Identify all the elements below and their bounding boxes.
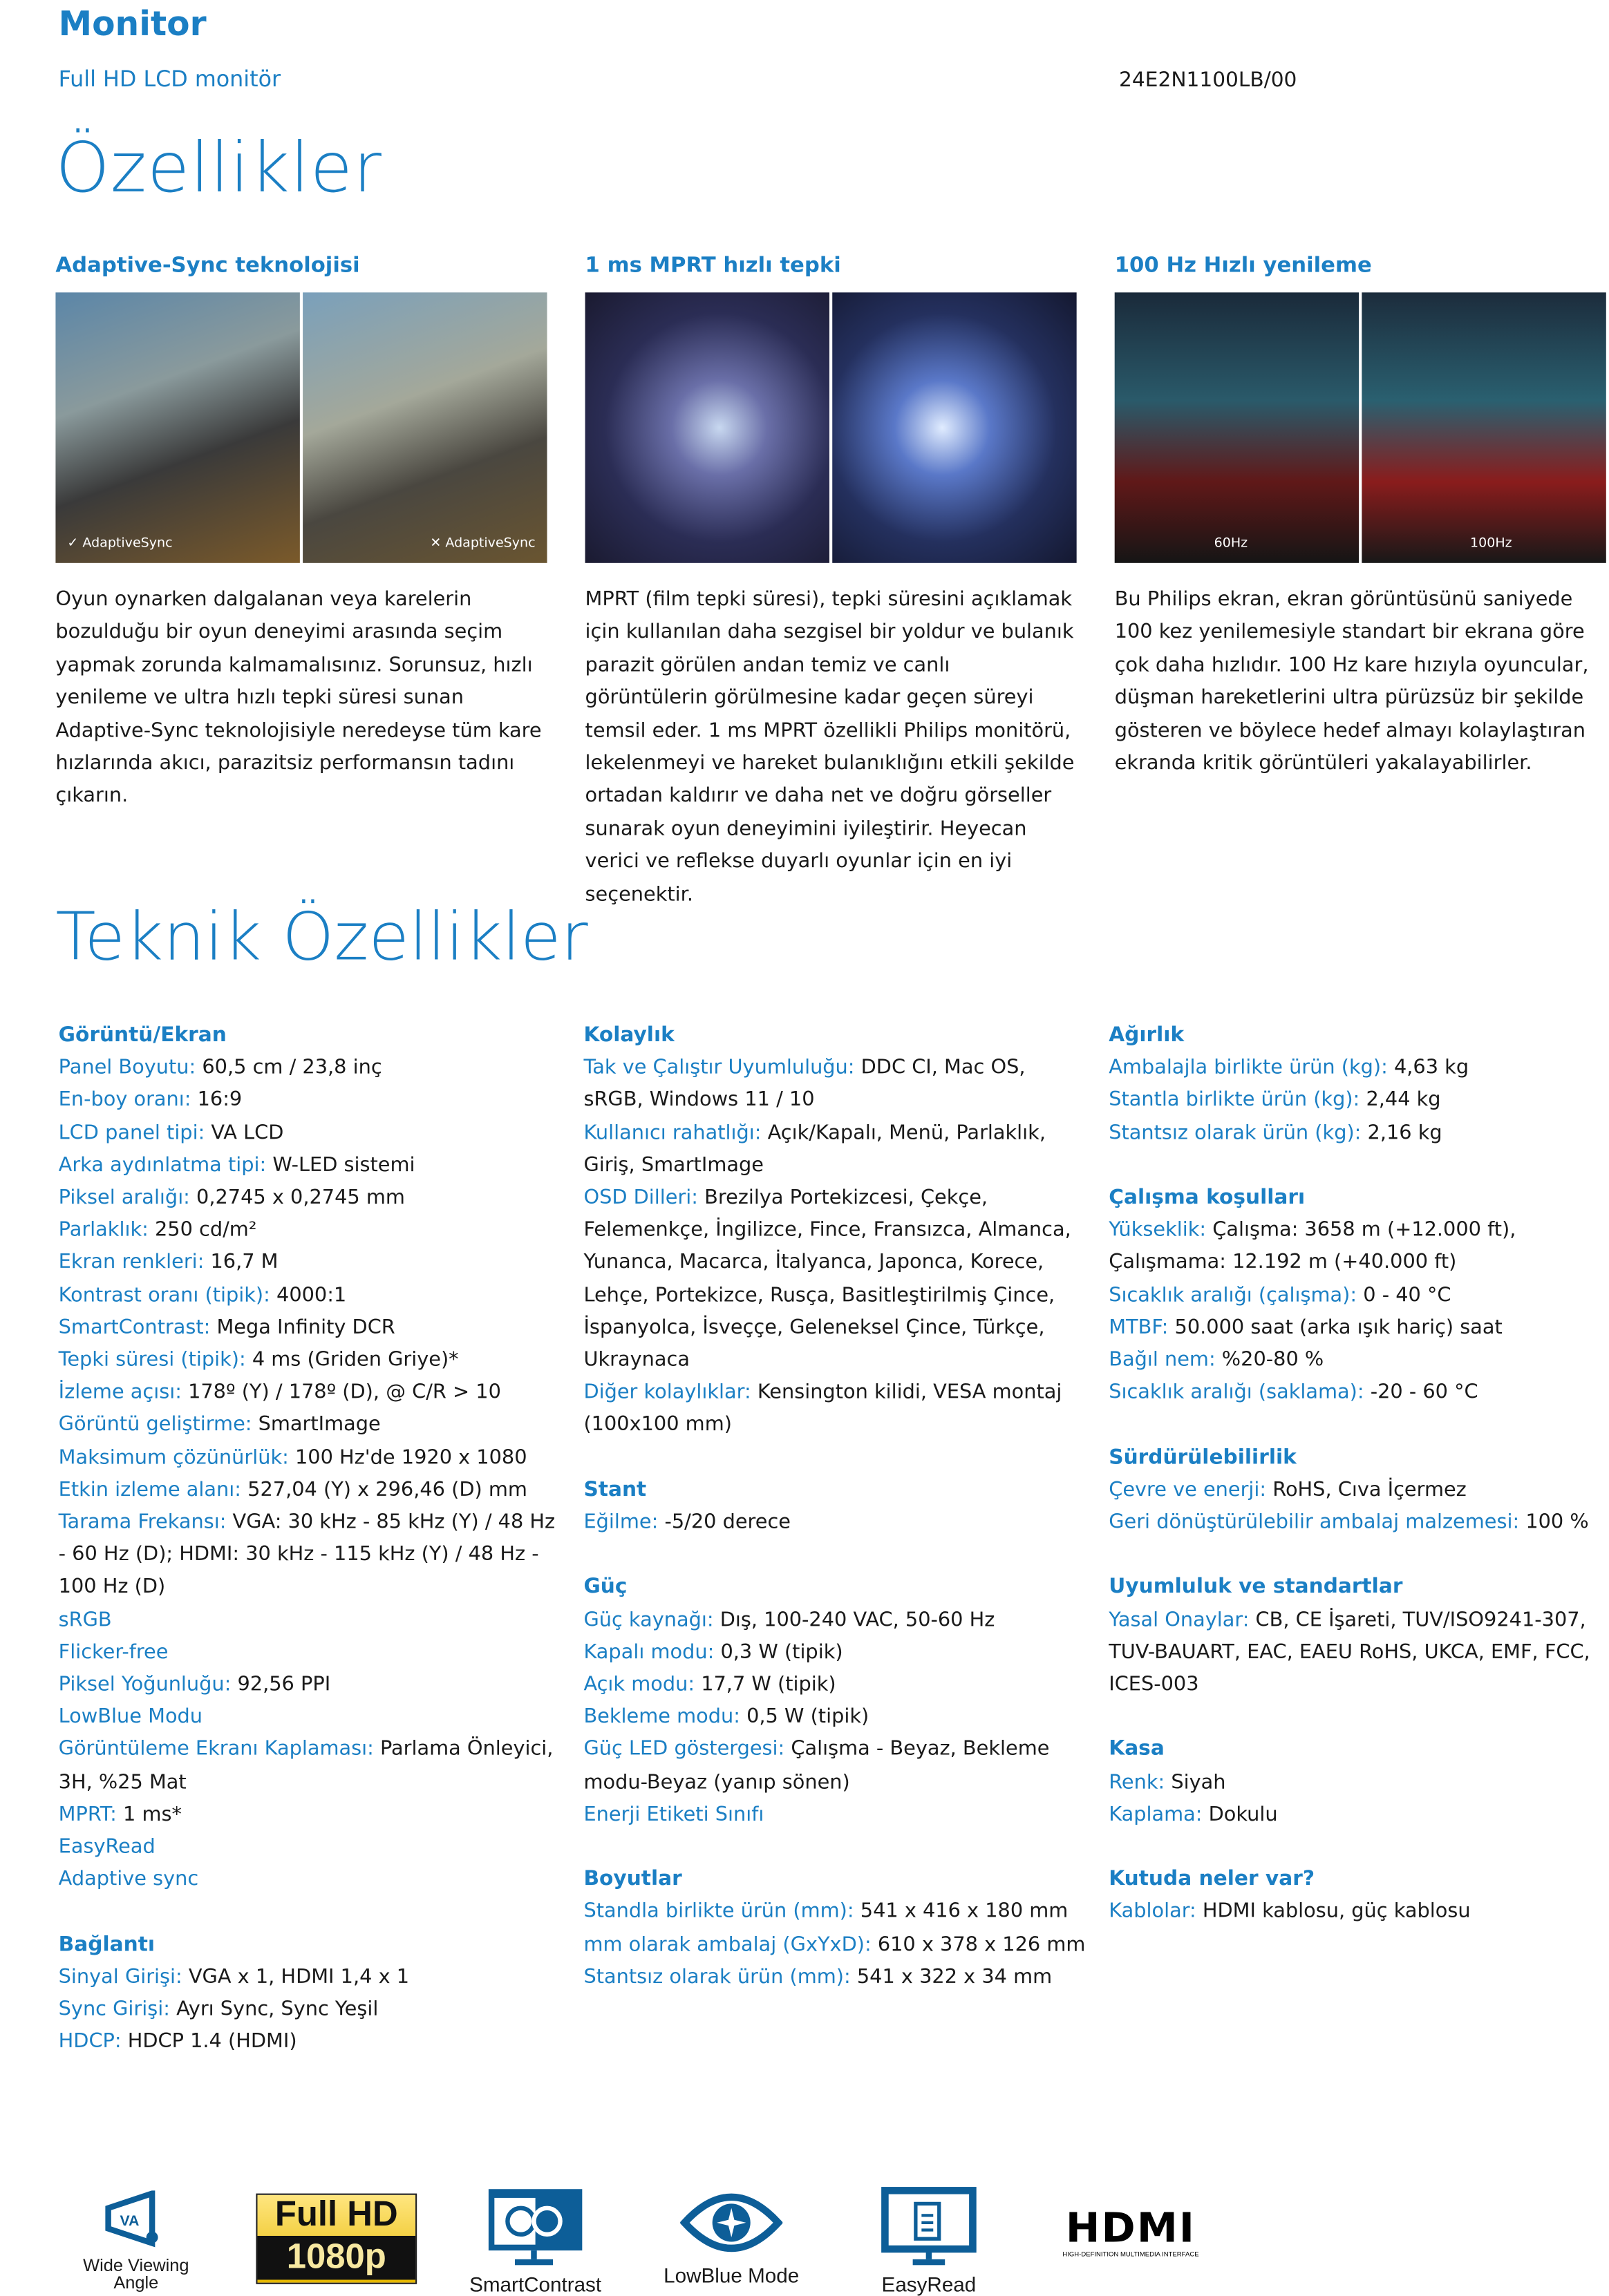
- spec-label: Görüntü geliştirme:: [58, 1413, 252, 1437]
- spec-item: [1109, 1344, 1606, 1376]
- product-subtitle: Full HD LCD monitör: [58, 66, 281, 93]
- feature-image: [55, 292, 547, 563]
- feature-heading: Adaptive-Sync teknolojisi: [55, 254, 360, 278]
- feature-adaptive-sync: [55, 254, 547, 813]
- spec-label: Yasal Onaylar:: [1109, 1608, 1250, 1632]
- spec-value: -5/20 derece: [658, 1510, 791, 1535]
- spec-label: Stantsız olarak ürün (mm):: [583, 1965, 851, 1989]
- feature-heading: 1 ms MPRT hızlı tepki: [585, 254, 841, 278]
- image-label: 60Hz: [1214, 536, 1248, 551]
- spec-value: 4000:1: [270, 1283, 347, 1307]
- spec-item: [583, 1506, 1088, 1539]
- badge-label: LowBlue Mode: [664, 2264, 800, 2288]
- spec-item: [1109, 1896, 1606, 1928]
- spec-label: Parlaklık:: [58, 1218, 149, 1242]
- spec-value: Dış, 100-240 VAC, 50-60 Hz: [713, 1608, 995, 1632]
- spec-section-heading: Güç: [583, 1575, 628, 1600]
- image-label: 100Hz: [1469, 536, 1512, 551]
- model-number: 24E2N1100LB/00: [1119, 68, 1297, 93]
- spec-label: Ambalajla birlikte ürün (kg):: [1109, 1056, 1388, 1080]
- badge-label: SmartContrast: [469, 2272, 602, 2296]
- spec-label: Açık modu:: [583, 1673, 695, 1697]
- spec-item: [1109, 1766, 1606, 1799]
- hdmi-logo: HDMI HIGH-DEFINITION MULTIMEDIA INTERFACE: [1062, 2203, 1199, 2258]
- spec-value: 50.000 saat (arka ışık hariç) saat: [1168, 1316, 1503, 1340]
- spec-label: Stantsız olarak ürün (kg):: [1109, 1121, 1362, 1145]
- spec-value: DDC CI, Mac OS, sRGB, Windows 11 / 10: [583, 1056, 1026, 1112]
- spec-label: Tarama Frekansı:: [58, 1510, 227, 1535]
- spec-label: EasyRead: [58, 1835, 156, 1859]
- spec-value: 1 ms*: [116, 1803, 182, 1827]
- spec-value: 178º (Y) / 178º (D), @ C/R > 10: [181, 1381, 501, 1405]
- smartcontrast-icon: [486, 2186, 585, 2268]
- spec-section-heading: Kasa: [1109, 1738, 1165, 1762]
- spec-label: Adaptive sync: [58, 1868, 199, 1892]
- easyread-icon: [881, 2186, 977, 2268]
- spec-value: 4,63 kg: [1387, 1056, 1469, 1080]
- spec-label: sRGB: [58, 1608, 112, 1632]
- spec-value: HDMI kablosu, güç kablosu: [1196, 1900, 1471, 1924]
- spec-label: Kontrast oranı (tipik):: [58, 1283, 270, 1307]
- specs-column: [1109, 1019, 1606, 1961]
- spec-label: Diğer kolaylıklar:: [583, 1381, 751, 1405]
- spec-section: [59, 1928, 563, 2058]
- feature-image: [585, 292, 1077, 563]
- spec-item: [1109, 1117, 1606, 1149]
- svg-text:VA: VA: [120, 2213, 140, 2230]
- badge-lowblue: [643, 2186, 819, 2287]
- spec-value: %20-80 %: [1215, 1348, 1324, 1372]
- spec-section-heading: Kolaylık: [583, 1023, 675, 1047]
- spec-label: Piksel aralığı:: [58, 1186, 190, 1210]
- spec-label: Renk:: [1109, 1770, 1165, 1794]
- spec-section-heading: Uyumluluk ve standartlar: [1109, 1575, 1403, 1600]
- spec-label: Kaplama:: [1109, 1803, 1203, 1826]
- spec-label: Tak ve Çalıştır Uyumluluğu:: [583, 1056, 855, 1080]
- spec-value: Açık/Kapalı, Menü, Parlaklık, Giriş, SmartImage: [583, 1121, 1046, 1177]
- spec-label: Görüntüleme Ekranı Kaplaması:: [58, 1738, 374, 1762]
- feature-100hz: [1115, 254, 1606, 780]
- spec-value: 250 cd/m²: [148, 1218, 257, 1242]
- spec-item: [583, 1636, 1088, 1669]
- spec-label: Sıcaklık aralığı (saklama):: [1109, 1381, 1364, 1405]
- spec-value: 0,5 W (tipik): [740, 1705, 869, 1729]
- spec-item: [1109, 1799, 1606, 1831]
- spec-section: [1109, 1441, 1606, 1539]
- spec-item: [59, 1961, 563, 1993]
- spec-label: Stantla birlikte ürün (kg):: [1109, 1088, 1360, 1112]
- spec-item: [583, 1799, 1088, 1831]
- spec-value: W-LED sistemi: [266, 1153, 415, 1177]
- badge-label: EasyRead: [881, 2272, 977, 2296]
- spec-value: 92,56 PPI: [231, 1673, 331, 1697]
- spec-item: [59, 1246, 563, 1279]
- spec-item: [59, 1311, 563, 1344]
- spec-label: Eğilme:: [583, 1510, 659, 1535]
- spec-value: Brezilya Portekizcesi, Çekçe, Felemenkçe, İngilizce, Fince, Fransızca, Almanca, Yunanca, Macarca, İtalyanca, Japonca, Korece, Lehçe, Portekizce, Rusça, Basitleştirilmiş Çince, İspanyolca, İsveççe, Geleneksel Çince, Türkçe, Ukraynaca: [583, 1186, 1071, 1372]
- spec-value: VGA: 30 kHz - 85 kHz (Y) / 48 Hz - 60 Hz (D); HDMI: 30 kHz - 115 kHz (Y) / 48 Hz - 100 Hz (D): [58, 1510, 556, 1600]
- spec-item: [59, 1279, 563, 1311]
- wide-viewing-angle-icon: [102, 2190, 169, 2257]
- spec-label: Kullanıcı rahatlığı:: [583, 1121, 762, 1145]
- spec-item: [583, 1604, 1088, 1636]
- spec-section: [583, 1474, 1088, 1539]
- spec-value: 60,5 cm / 23,8 inç: [196, 1056, 382, 1080]
- spec-item: [583, 1117, 1088, 1182]
- spec-item: [59, 1376, 563, 1409]
- spec-value: VA LCD: [205, 1121, 284, 1145]
- spec-label: OSD Dilleri:: [583, 1186, 699, 1210]
- spec-label: LowBlue Modu: [58, 1705, 203, 1729]
- spec-value: 0,3 W (tipik): [714, 1640, 843, 1664]
- lowblue-mode-icon: [680, 2186, 782, 2259]
- spec-value: 527,04 (Y) x 296,46 (D) mm: [241, 1478, 527, 1502]
- spec-label: Sync Girişi:: [58, 1998, 170, 2022]
- spec-label: Sıcaklık aralığı (çalışma):: [1109, 1283, 1357, 1307]
- spec-item: [1109, 1084, 1606, 1117]
- spec-label: Bağıl nem:: [1109, 1348, 1216, 1372]
- specs-column: [59, 1019, 563, 2091]
- spec-section: [583, 1019, 1088, 1441]
- spec-value: 16:9: [191, 1088, 243, 1112]
- spec-section: [583, 1863, 1088, 1993]
- spec-value: 541 x 322 x 34 mm: [850, 1965, 1053, 1989]
- specs-title: Teknik Özellikler: [55, 898, 588, 976]
- spec-value: Mega Infinity DCR: [210, 1316, 395, 1340]
- spec-item: [59, 1344, 563, 1376]
- spec-value: VGA x 1, HDMI 1,4 x 1: [182, 1965, 410, 1989]
- spec-value: 541 x 416 x 180 mm: [854, 1900, 1069, 1924]
- feature-description: Bu Philips ekran, ekran görüntüsünü saniyede 100 kez yenilemesiyle standart bir ekrana göre çok daha hızlıdır. 100 Hz kare hızıyla oyuncular, düşman hareketlerini ultra pürüzsüz bir şekilde gösteren ve böylece hedef almayı kolaylaştıran ekranda kritik görüntüleri yakalayabilirler.: [1114, 587, 1589, 775]
- spec-item: [583, 1928, 1088, 1961]
- spec-item: [59, 1474, 563, 1506]
- badge-easyread: [863, 2186, 995, 2296]
- spec-label: Kablolar:: [1109, 1900, 1196, 1924]
- feature-badges: [0, 2179, 1609, 2296]
- spec-label: Maksimum çözünürlük:: [58, 1445, 289, 1470]
- spec-section: [1109, 1863, 1606, 1928]
- spec-value: 17,7 W (tipik): [695, 1673, 836, 1697]
- spec-label: Flicker-free: [58, 1640, 169, 1664]
- spec-item: [1109, 1311, 1606, 1344]
- spec-label: Tepki süresi (tipik):: [58, 1348, 246, 1372]
- feature-description: Oyun oynarken dalgalanan veya karelerin bozulduğu bir oyun deneyimi arasında seçim yapmak zorunda kalmamalısınız. Sorunsuz, hızlı yenileme ve ultra hızlı tepki süresi sunan Adaptive-Sync teknolojisiyle neredeyse tüm kare hızlarında akıcı, parazitsiz performansın tadını çıkarın.: [55, 587, 542, 808]
- spec-value: Siyah: [1165, 1770, 1226, 1794]
- spec-value: Kensington kilidi, VESA montaj (100x100 mm): [583, 1381, 1062, 1437]
- spec-label: HDCP:: [58, 2030, 122, 2054]
- badge-smartcontrast: [456, 2186, 614, 2296]
- spec-section-heading: Kutuda neler var?: [1109, 1868, 1315, 1891]
- badge-label: Wide Viewing Angle: [83, 2255, 189, 2293]
- page-title: Monitor: [58, 6, 207, 44]
- spec-value: 2,16 kg: [1361, 1121, 1442, 1145]
- spec-item: [59, 1604, 563, 1636]
- spec-label: LCD panel tipi:: [58, 1121, 205, 1145]
- spec-label: Bekleme modu:: [583, 1705, 740, 1729]
- spec-label: SmartContrast:: [58, 1316, 211, 1340]
- spec-value: 610 x 378 x 126 mm: [871, 1933, 1086, 1956]
- spec-value: CB, CE İşareti, TUV/ISO9241-307, TUV-BAUART, EAC, EAEU RoHS, UKCA, EMF, FCC, ICES-003: [1109, 1608, 1590, 1697]
- spec-item: [59, 1084, 563, 1117]
- spec-item: [59, 1993, 563, 2026]
- spec-item: [1109, 1376, 1606, 1409]
- spec-item: [1109, 1474, 1606, 1506]
- spec-item: [59, 1701, 563, 1734]
- spec-value: 0,2745 x 0,2745 mm: [189, 1186, 405, 1210]
- spec-value: Çalışma: 3658 m (+12.000 ft), Çalışmama: 12.192 m (+40.000 ft): [1109, 1218, 1516, 1275]
- spec-value: 2,44 kg: [1359, 1088, 1441, 1112]
- spec-label: Etkin izleme alanı:: [58, 1478, 242, 1502]
- spec-item: [583, 1896, 1088, 1928]
- spec-label: Yükseklik:: [1109, 1218, 1207, 1242]
- spec-item: [59, 1636, 563, 1669]
- spec-item: [583, 1376, 1088, 1441]
- spec-label: Ekran renkleri:: [58, 1251, 205, 1275]
- spec-item: [59, 1831, 563, 1863]
- spec-value: Dokulu: [1202, 1803, 1278, 1826]
- spec-label: Arka aydınlatma tipi:: [58, 1153, 267, 1177]
- spec-section-heading: Bağlantı: [58, 1933, 156, 1957]
- spec-value: 4 ms (Griden Griye)*: [245, 1348, 459, 1372]
- spec-item: [583, 1961, 1088, 1993]
- spec-section-heading: Boyutlar: [583, 1868, 682, 1892]
- spec-label: Güç LED göstergesi:: [583, 1738, 785, 1762]
- spec-label: Geri dönüştürülebilir ambalaj malzemesi:: [1109, 1510, 1520, 1535]
- specs-column: [583, 1019, 1088, 2026]
- spec-item: [1109, 1214, 1606, 1279]
- spec-section-heading: Ağırlık: [1109, 1023, 1185, 1047]
- spec-label: Çevre ve enerji:: [1109, 1478, 1267, 1502]
- spec-item: [59, 1117, 563, 1149]
- spec-section: [1109, 1019, 1606, 1149]
- spec-item: [59, 1799, 563, 1831]
- feature-description: MPRT (film tepki süresi), tepki süresini açıklamak için kullanılan daha sezgisel bir yoldur ve bulanık parazit görülen andan temiz ve canlı görüntülerin görülmesine kadar geçen süreyi temsil eder. 1 ms MPRT özellikli Philips monitörü, lekelenmeyi ve hareket bulanıklığını etkili şekilde ortadan kaldırır ve daha net ve doğru görseller sunarak oyun deneyimini iyileştirir. Heyecan verici ve reflekse duyarlı oyunlar için en iyi seçenektir.: [585, 587, 1075, 907]
- spec-item: [1109, 1506, 1606, 1539]
- spec-section-heading: Sürdürülebilirlik: [1109, 1445, 1297, 1470]
- feature-heading: 100 Hz Hızlı yenileme: [1114, 254, 1372, 278]
- spec-section-heading: Görüntü/Ekran: [58, 1023, 227, 1047]
- spec-item: [1109, 1279, 1606, 1311]
- spec-value: Ayrı Sync, Sync Yeşil: [169, 1998, 379, 2022]
- spec-item: [583, 1052, 1088, 1117]
- spec-label: Panel Boyutu:: [58, 1056, 196, 1080]
- spec-item: [59, 1863, 563, 1896]
- spec-section: [1109, 1571, 1606, 1701]
- spec-section-heading: Çalışma koşulları: [1109, 1186, 1306, 1210]
- spec-item: [583, 1734, 1088, 1799]
- full-hd-1080p-logo: Full HD 1080p: [256, 2194, 417, 2284]
- spec-value: 0 - 40 °C: [1357, 1283, 1451, 1307]
- spec-section: [583, 1571, 1088, 1831]
- image-label: ✕ AdaptiveSync: [430, 536, 536, 551]
- feature-image: [1115, 292, 1606, 563]
- spec-item: [583, 1182, 1088, 1376]
- spec-label: Piksel Yoğunluğu:: [58, 1673, 232, 1697]
- spec-label: En-boy oranı:: [58, 1088, 191, 1112]
- image-label: ✓ AdaptiveSync: [67, 536, 173, 551]
- spec-section: [59, 1019, 563, 1896]
- spec-value: Çalışma - Beyaz, Bekleme modu-Beyaz (yanıp sönen): [583, 1738, 1050, 1794]
- spec-value: HDCP 1.4 (HDMI): [121, 2030, 297, 2054]
- spec-value: 100 %: [1519, 1510, 1589, 1535]
- spec-label: İzleme açısı:: [58, 1381, 182, 1405]
- feature-mprt: [585, 254, 1077, 911]
- spec-label: Güç kaynağı:: [583, 1608, 714, 1632]
- spec-label: MPRT:: [58, 1803, 117, 1827]
- spec-section: [1109, 1182, 1606, 1409]
- spec-item: [59, 1409, 563, 1441]
- spec-item: [59, 1669, 563, 1701]
- spec-value: 100 Hz'de 1920 x 1080: [288, 1445, 527, 1470]
- spec-item: [59, 1214, 563, 1246]
- spec-label: Sinyal Girişi:: [58, 1965, 182, 1989]
- spec-item: [1109, 1604, 1606, 1701]
- spec-label: Kapalı modu:: [583, 1640, 715, 1664]
- spec-section-heading: Stant: [583, 1478, 647, 1502]
- spec-item: [59, 2026, 563, 2058]
- badge-wide-viewing: [73, 2190, 199, 2291]
- spec-value: -20 - 60 °C: [1364, 1381, 1478, 1405]
- spec-item: [583, 1669, 1088, 1701]
- spec-label: Enerji Etiketi Sınıfı: [583, 1803, 764, 1827]
- spec-value: RoHS, Cıva İçermez: [1266, 1478, 1467, 1502]
- spec-item: [59, 1734, 563, 1799]
- spec-label: Standla birlikte ürün (mm):: [583, 1900, 854, 1924]
- spec-item: [59, 1149, 563, 1182]
- spec-item: [583, 1701, 1088, 1734]
- features-title: Özellikler: [55, 129, 382, 209]
- spec-item: [59, 1182, 563, 1214]
- spec-value: 16,7 M: [204, 1251, 279, 1275]
- spec-item: [59, 1052, 563, 1084]
- spec-label: MTBF:: [1109, 1316, 1169, 1340]
- spec-item: [1109, 1052, 1606, 1084]
- spec-value: SmartImage: [252, 1413, 381, 1437]
- spec-item: [59, 1441, 563, 1474]
- spec-label: mm olarak ambalaj (GxYxD):: [583, 1933, 872, 1956]
- spec-value: Parlama Önleyici, 3H, %25 Mat: [58, 1738, 554, 1794]
- spec-item: [59, 1506, 563, 1604]
- spec-section: [1109, 1734, 1606, 1831]
